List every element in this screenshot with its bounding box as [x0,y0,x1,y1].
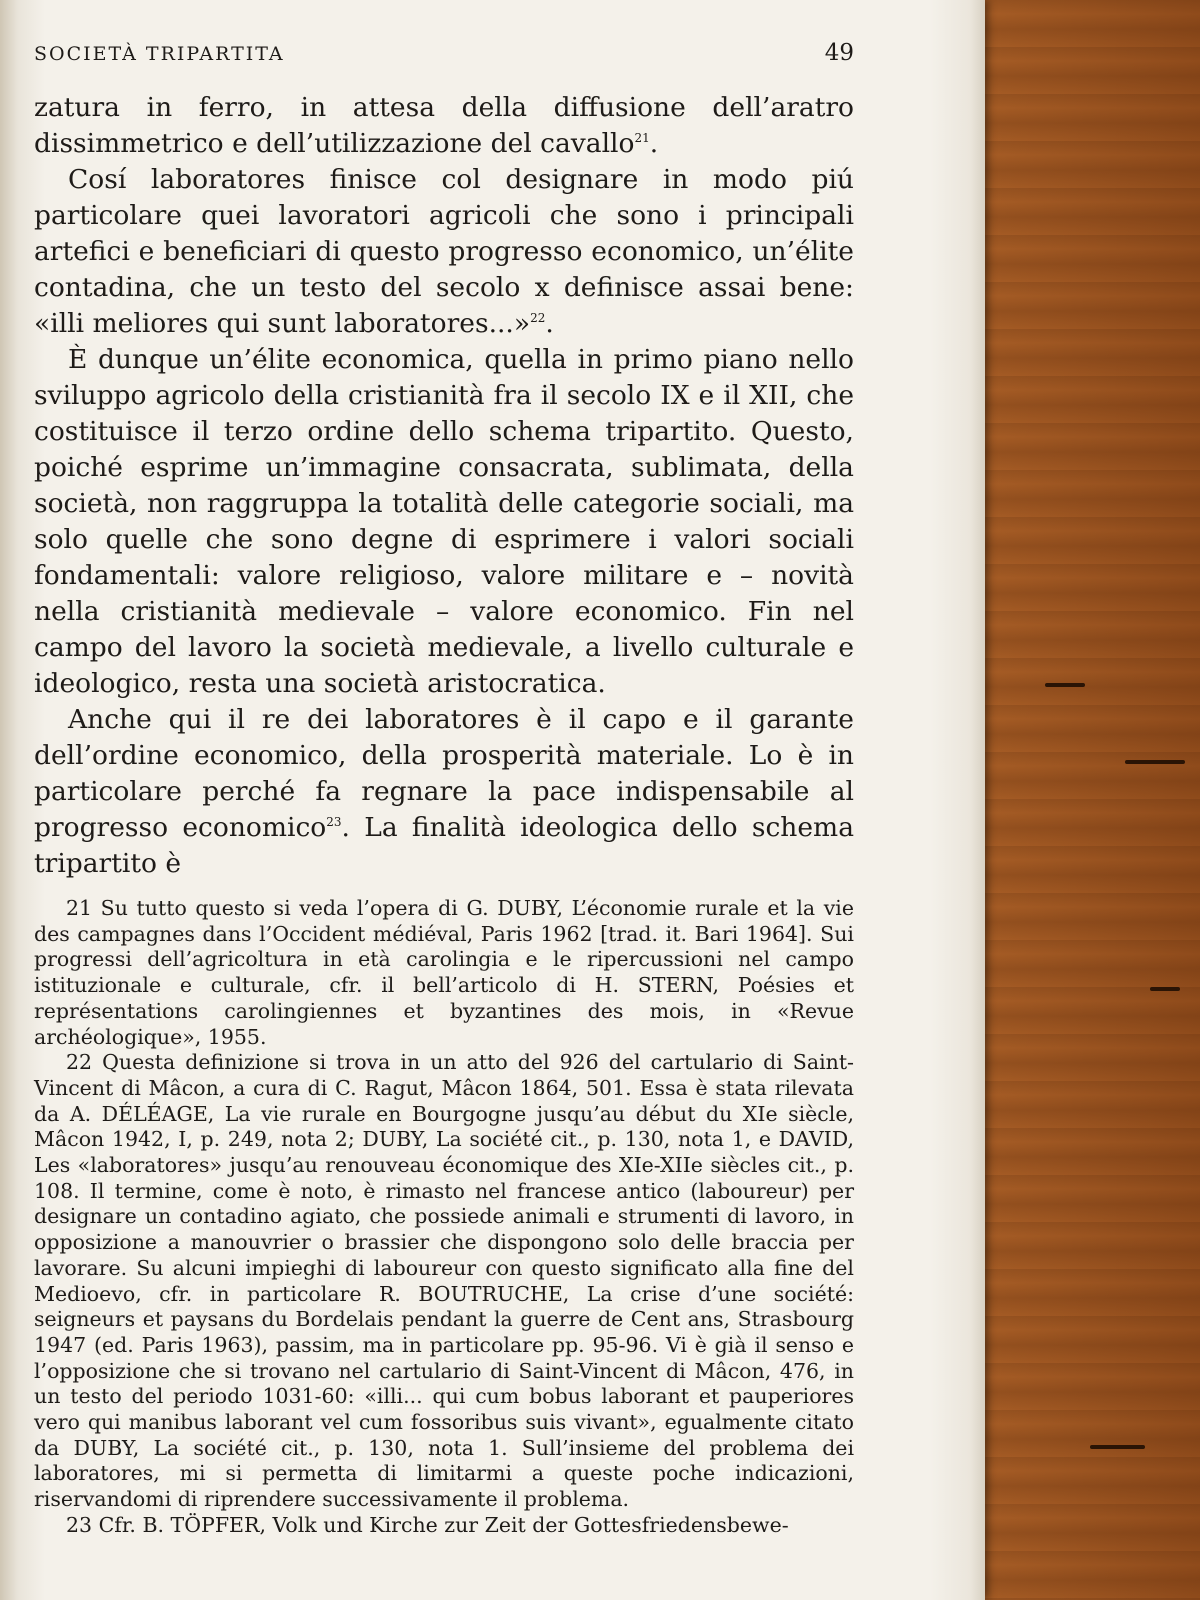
paragraph-1 [34,90,854,162]
wood-knot [1090,1445,1145,1449]
body-text [34,90,854,882]
paragraph-4-end: . La finalità ideologica dello schema tripartito è [34,812,854,879]
paragraph-2-text: Cosí laboratores finisce col designare in modo piú particolare quei lavoratori agricoli che sono i principali artefici e beneficiari di questo progresso economico, un’élite contadina, che un testo del secolo x definisce assai bene: «illi meliores qui sunt laboratores...» [34,164,854,339]
footnote-ref-23: 23 [326,815,342,830]
paragraph-1-end: . [649,128,659,159]
wood-knot [1125,760,1185,764]
footnote-ref-21: 21 [634,131,650,146]
footnotes [34,896,854,1539]
paragraph-3: È dunque un’élite economica, quella in primo piano nello sviluppo agricolo della cristianità fra il secolo IX e il XII, che costituisce il terzo ordine dello schema tripartito. Questo, poiché esprime un’immagine consacrata, sublimata, della società, non raggruppa la totalità delle categorie sociali, ma solo quelle che sono degne di esprimere i valori sociali fondamentali: valore religioso, valore militare e – novità nella cristianità medievale – valore economico. Fin nel campo del lavoro la società medievale, a livello culturale e ideologico, resta una società aristocratica. [34,344,854,699]
wood-knot [1150,987,1180,991]
paragraph-4 [34,702,854,882]
paragraph-1-text: zatura in ferro, in attesa della diffusione dell’aratro dissimmetrico e dell’utilizzazione del cavallo [34,92,854,159]
footnote-22: 22 Questa definizione si trova in un atto del 926 del cartulario di Saint-Vincent di Mâcon, a cura di C. Ragut, Mâcon 1864, 501. Essa è stata rilevata da A. DÉLÉAGE, La vie rurale en Bourgogne jusqu’au début du XIe siècle, Mâcon 1942, I, p. 249, nota 2; DUBY, La société cit., p. 130, nota 1, e DAVID, Les «laboratores» jusqu’au renouveau économique des XIe-XIIe siècles cit., p. 108. Il termine, come è noto, è rimasto nel francese antico (laboureur) per designare un contadino agiato, che possiede animali e strumenti di lavoro, in opposizione a manouvrier o brassier che dispongono solo delle braccia per lavorare. Su alcuni impieghi di laboureur con questo significato alla fine del Medioevo, cfr. in particolare R. BOUTRUCHE, La crise d’une société: seigneurs et paysans du Bordelais pendant la guerre de Cent ans, Strasbourg 1947 (ed. Paris 1963), passim, ma in particolare pp. 95-96. Vi è già il senso e l’opposizione che si trovano nel cartulario di Saint-Vincent di Mâcon, 476, in un testo del periodo 1031-60: «illi... qui cum bobus laborant et pauperiores vero qui manibus laborant vel cum fossoribus suis vivant», egualmente citato da DUBY, La société cit., p. 130, nota 1. Sull’insieme del problema dei laboratores, mi si permetta di limitarmi a queste poche indicazioni, riservandomi di riprendere successivamente il problema. [34,1050,854,1512]
page-header [34,40,854,90]
running-head: SOCIETÀ TRIPARTITA [34,43,285,65]
wood-table-background [985,0,1200,1600]
paragraph-4-text: Anche qui il re dei laboratores è il capo e il garante dell’ordine economico, della prosperità materiale. Lo è in particolare perché fa regnare la pace indispensabile al progresso economico [34,704,854,843]
footnote-21: 21 Su tutto questo si veda l’opera di G. DUBY, L’économie rurale et la vie des campagnes dans l’Occident médiéval, Paris 1962 [trad. it. Bari 1964]. Sui progressi dell’agricoltura in età carolingia e le ripercussioni nel campo istituzionale e culturale, cfr. il bell’articolo di H. STERN, Poésies et représentations carolingiennes et byzantines des mois, in «Revue archéologique», 1955. [34,896,854,1049]
footnote-ref-22: 22 [530,311,546,326]
paragraph-2 [34,162,854,342]
footnote-23: 23 Cfr. B. TÖPFER, Volk und Kirche zur Zeit der Gottesfriedensbewe- [66,1512,789,1537]
page-content [34,40,854,1539]
page-number: 49 [824,40,854,66]
paragraph-2-end: . [545,308,554,339]
wood-knot [1045,683,1085,687]
